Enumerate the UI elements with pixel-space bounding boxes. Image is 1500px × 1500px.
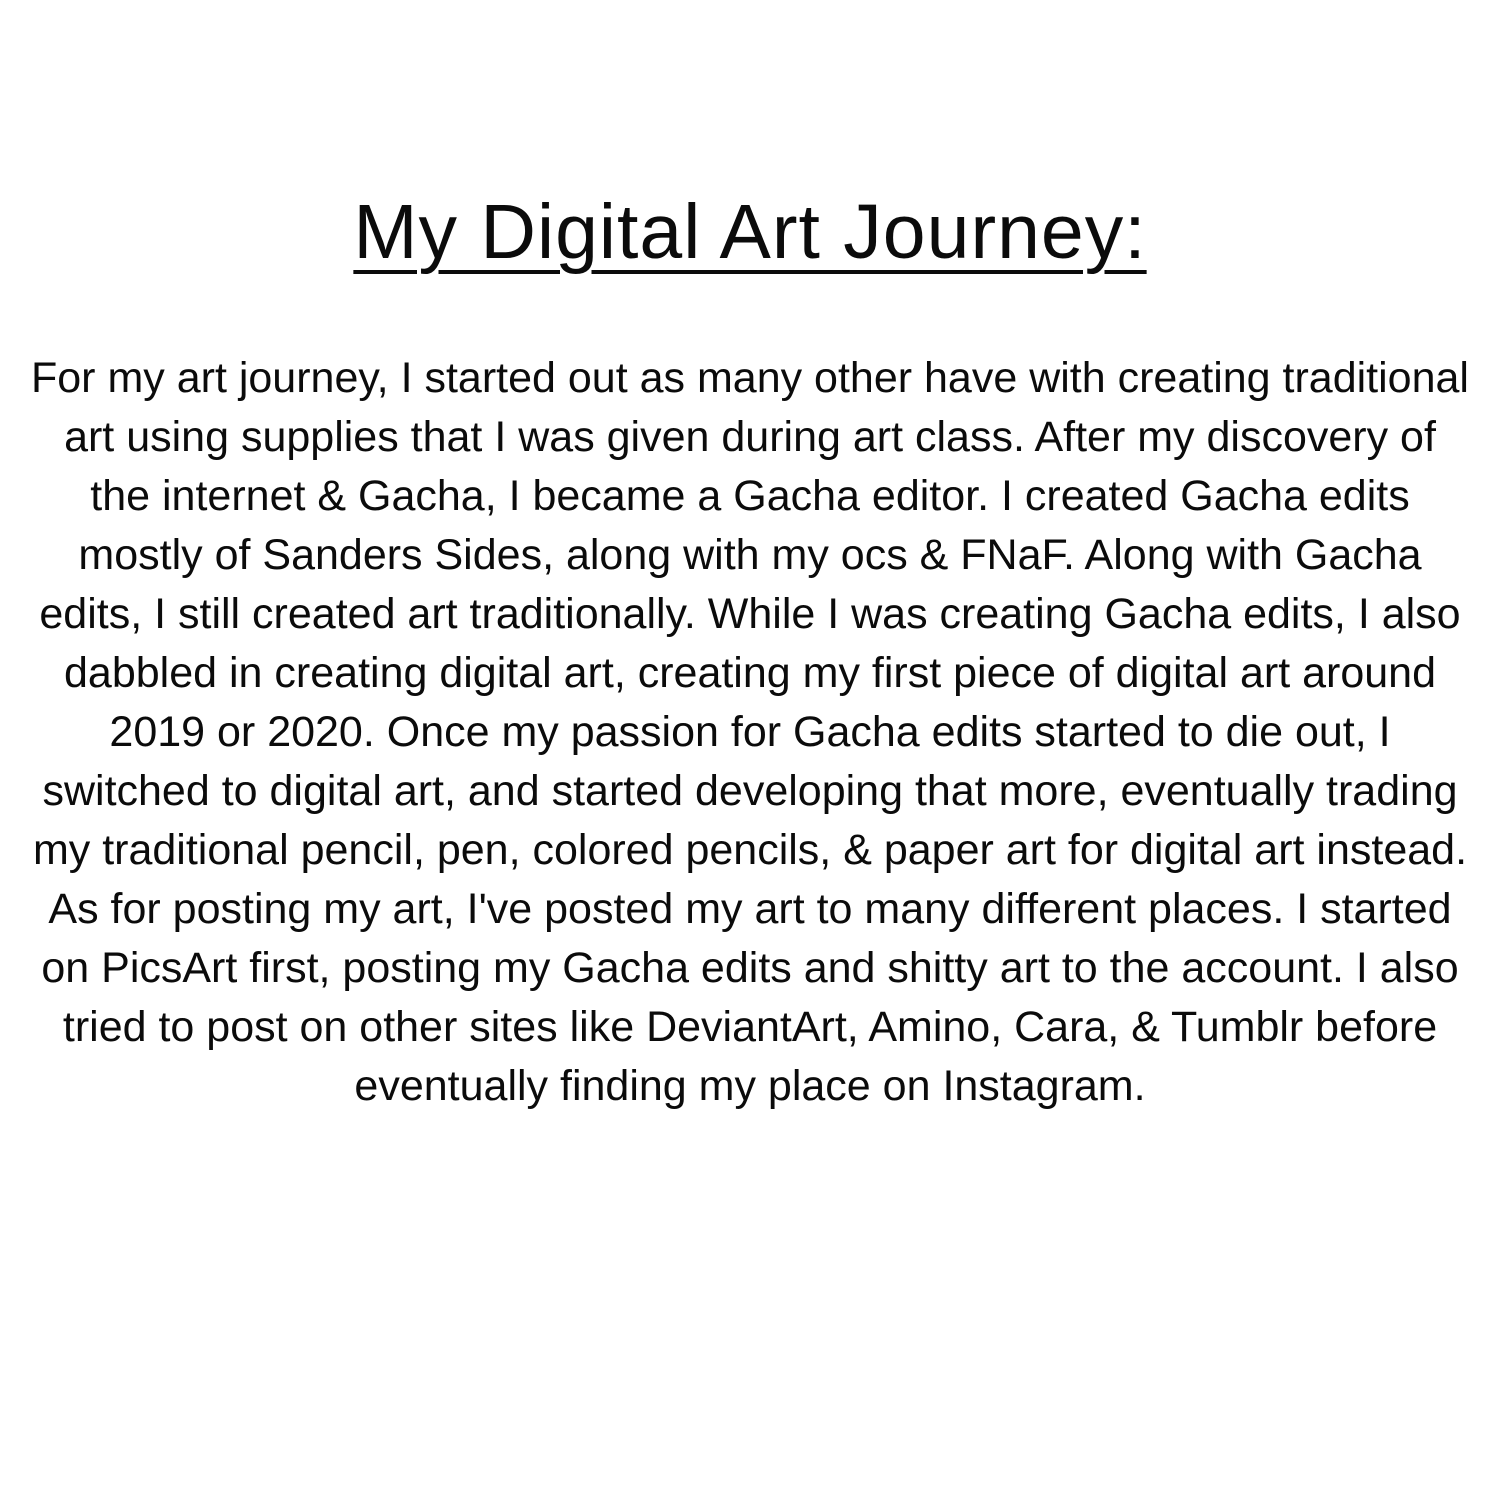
- body-paragraph: For my art journey, I started out as many other have with creating traditional art using supplies that I was given during art class. After my discovery of the internet & Gacha, I became a Gacha editor. I created Gacha edits mostly of Sanders Sides, along with my ocs & FNaF. Along with Gacha edits, I still created art traditionally. While I was creating Gacha edits, I also dabbled in creating digital art, creating my first piece of digital art around 2019 or 2020. Once my passion for Gacha edits started to die out, I switched to digital art, and started developing that more, eventually trading my traditional pencil, pen, colored pencils, & paper art for digital art instead. As for posting my art, I've posted my art to many different places. I started on PicsArt first, posting my Gacha edits and shitty art to the account. I also tried to post on other sites like DeviantArt, Amino, Cara, & Tumblr before eventually finding my place on Instagram.: [31, 354, 1469, 1110]
- page-title: My Digital Art Journey:: [353, 189, 1147, 275]
